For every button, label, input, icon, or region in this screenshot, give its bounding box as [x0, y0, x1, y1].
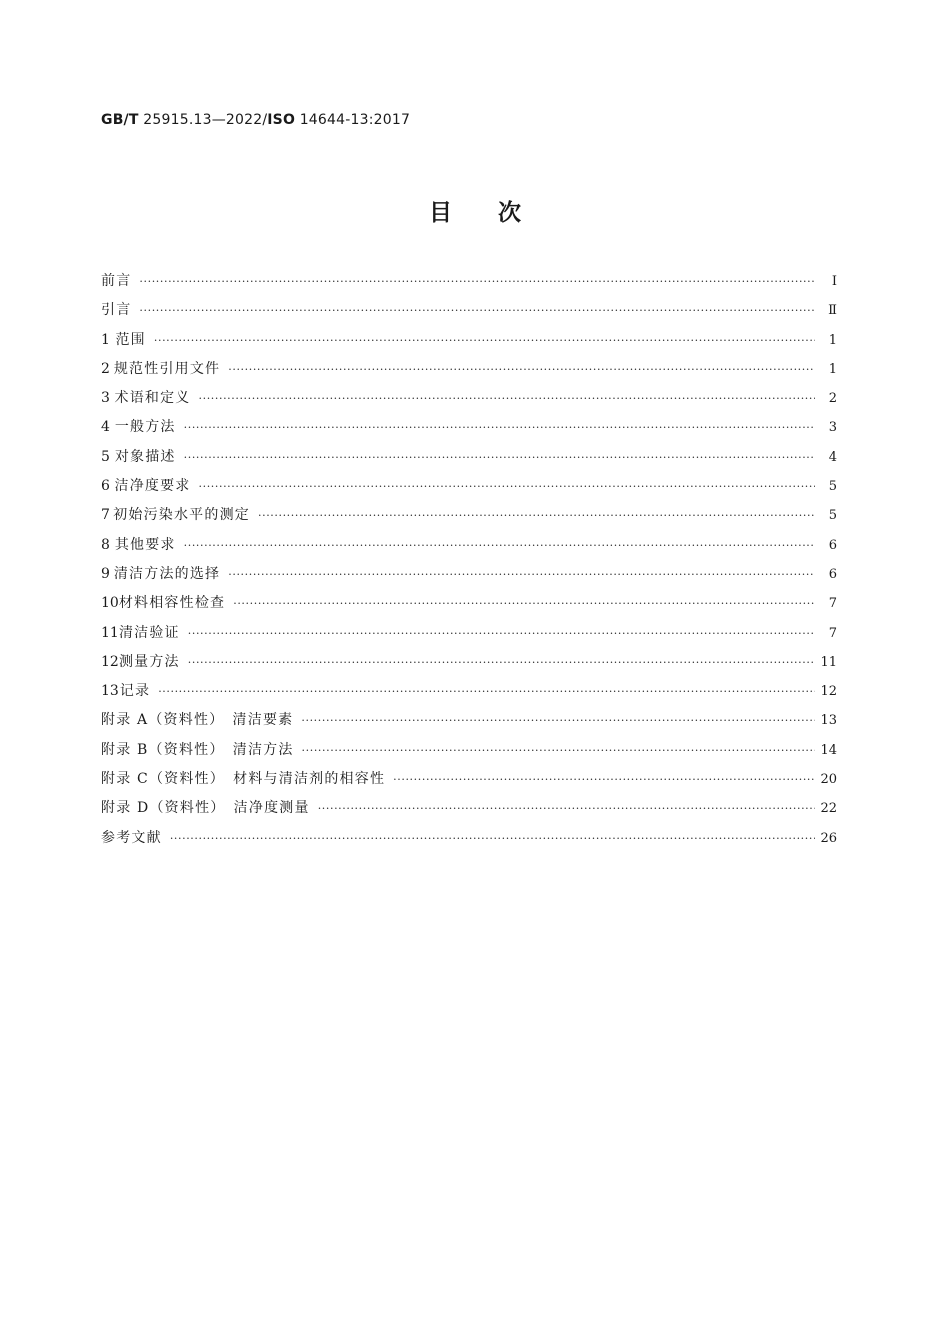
toc-leader-dots — [199, 392, 816, 405]
toc-entry-page: 5 — [828, 479, 837, 495]
toc-entry-2[interactable] — [101, 358, 837, 387]
toc-entry-annex-c[interactable] — [101, 768, 837, 797]
toc-entry-label: 规范性引用文件 — [113, 360, 221, 377]
toc-entry-label: 附录 C（资料性） 材料与清洁剂的相容性 — [101, 771, 386, 788]
toc-entry-number: 10 — [101, 595, 119, 612]
toc-entry-7[interactable] — [101, 504, 837, 533]
standard-prefix: GB/T — [101, 112, 139, 128]
toc-entry-page: Ⅰ — [831, 274, 837, 289]
toc-entry-number: 4 — [101, 419, 110, 436]
toc-entry-bibliography[interactable] — [101, 827, 837, 856]
toc-entry-number: 13 — [101, 683, 119, 700]
toc-entry-10[interactable] — [101, 592, 837, 621]
toc-leader-dots — [184, 451, 815, 464]
toc-leader-dots — [184, 421, 815, 434]
toc-entry-page: 12 — [820, 684, 837, 700]
toc-entry-label: 附录 D（资料性） 洁净度测量 — [101, 800, 310, 817]
toc-entry-label: 引言 — [101, 302, 132, 319]
toc-entry-annex-a[interactable] — [101, 709, 837, 738]
toc-entry-page: 11 — [820, 654, 837, 670]
toc-entry-page: Ⅱ — [828, 303, 837, 319]
toc-entry-8[interactable] — [101, 534, 837, 563]
toc-entry-label: 对象描述 — [114, 448, 176, 465]
toc-leader-dots — [154, 334, 815, 347]
toc-entry-1[interactable] — [101, 329, 837, 358]
toc-entry-page: 7 — [828, 596, 837, 612]
toc-entry-number: 11 — [101, 624, 119, 641]
toc-entry-label: 附录 A（资料性） 清洁要素 — [101, 712, 294, 729]
toc-entry-6[interactable] — [101, 475, 837, 504]
toc-entry-page: 5 — [828, 508, 837, 524]
toc-entry-page: 22 — [820, 801, 837, 817]
toc-entry-page: 1 — [828, 332, 837, 348]
toc-entry-number: 8 — [101, 536, 110, 553]
toc-leader-dots — [258, 509, 815, 522]
toc-entry-number: 9 — [101, 565, 110, 582]
toc-entry-number: 1 — [101, 331, 110, 348]
toc-entry-label: 术语和定义 — [114, 390, 191, 407]
toc-entry-page: 4 — [828, 449, 837, 465]
toc-entry-label: 清洁验证 — [118, 624, 180, 641]
toc-leader-dots — [199, 480, 816, 493]
toc-leader-dots — [393, 773, 815, 786]
toc-entry-3[interactable] — [101, 387, 837, 416]
toc-entry-label: 附录 B（资料性） 清洁方法 — [101, 741, 294, 758]
toc-leader-dots — [302, 744, 815, 757]
toc-leader-dots — [228, 363, 815, 376]
toc-entry-number: 3 — [101, 390, 110, 407]
toc-entry-page: 6 — [828, 566, 837, 582]
toc-title-char-2: 次 — [498, 200, 521, 226]
toc-entry-label: 其他要求 — [114, 536, 176, 553]
toc-entry-label: 参考文献 — [101, 829, 162, 846]
toc-entry-4[interactable] — [101, 416, 837, 445]
toc-entry-5[interactable] — [101, 446, 837, 475]
toc-entry-13[interactable] — [101, 680, 837, 709]
toc-entry-label: 一般方法 — [114, 419, 176, 436]
standard-number: 25915.13—2022/ — [143, 112, 268, 128]
toc-leader-dots — [139, 275, 815, 288]
toc-leader-dots — [233, 597, 815, 610]
toc-leader-dots — [184, 539, 815, 552]
toc-title — [0, 194, 950, 227]
toc-entry-page: 1 — [828, 361, 837, 377]
toc-leader-dots — [301, 714, 815, 727]
toc-title-char-1: 目 — [429, 200, 452, 226]
toc-entry-page: 6 — [828, 537, 837, 553]
toc-leader-dots — [188, 627, 815, 640]
toc-entry-label: 初始污染水平的测定 — [113, 507, 250, 524]
toc-entry-foreword[interactable] — [101, 270, 837, 299]
toc-entry-number: 6 — [101, 478, 110, 495]
toc-entry-label: 范围 — [115, 331, 146, 348]
toc-leader-dots — [318, 802, 815, 815]
toc-entry-page: 13 — [820, 713, 837, 729]
toc-entry-page: 7 — [828, 625, 837, 641]
table-of-contents — [101, 270, 837, 856]
toc-entry-page: 20 — [820, 772, 837, 788]
toc-entry-page: 14 — [820, 742, 837, 758]
toc-entry-page: 26 — [820, 830, 837, 846]
toc-leader-dots — [228, 568, 815, 581]
toc-leader-dots — [158, 685, 815, 698]
standard-code-header — [101, 112, 410, 128]
iso-number: 14644-13:2017 — [299, 112, 411, 128]
toc-entry-label: 测量方法 — [118, 653, 180, 670]
toc-entry-11[interactable] — [101, 622, 837, 651]
toc-entry-label: 洁净度要求 — [114, 478, 191, 495]
toc-leader-dots — [139, 304, 815, 317]
toc-entry-12[interactable] — [101, 651, 837, 680]
iso-prefix: ISO — [267, 112, 296, 128]
toc-leader-dots — [170, 832, 815, 845]
toc-entry-number: 12 — [101, 653, 119, 670]
toc-entry-annex-d[interactable] — [101, 797, 837, 826]
toc-entry-9[interactable] — [101, 563, 837, 592]
toc-entry-label: 材料相容性检查 — [118, 595, 226, 612]
toc-entry-page: 3 — [828, 420, 837, 436]
toc-entry-label: 前言 — [101, 273, 132, 289]
toc-entry-page: 2 — [828, 391, 837, 407]
toc-entry-number: 2 — [101, 360, 110, 377]
toc-entry-label: 记录 — [119, 683, 151, 700]
toc-entry-number: 7 — [101, 507, 110, 524]
toc-leader-dots — [188, 656, 815, 669]
toc-entry-annex-b[interactable] — [101, 739, 837, 768]
toc-entry-number: 5 — [101, 448, 110, 465]
toc-entry-introduction[interactable] — [101, 299, 837, 328]
toc-entry-label: 清洁方法的选择 — [113, 565, 221, 582]
